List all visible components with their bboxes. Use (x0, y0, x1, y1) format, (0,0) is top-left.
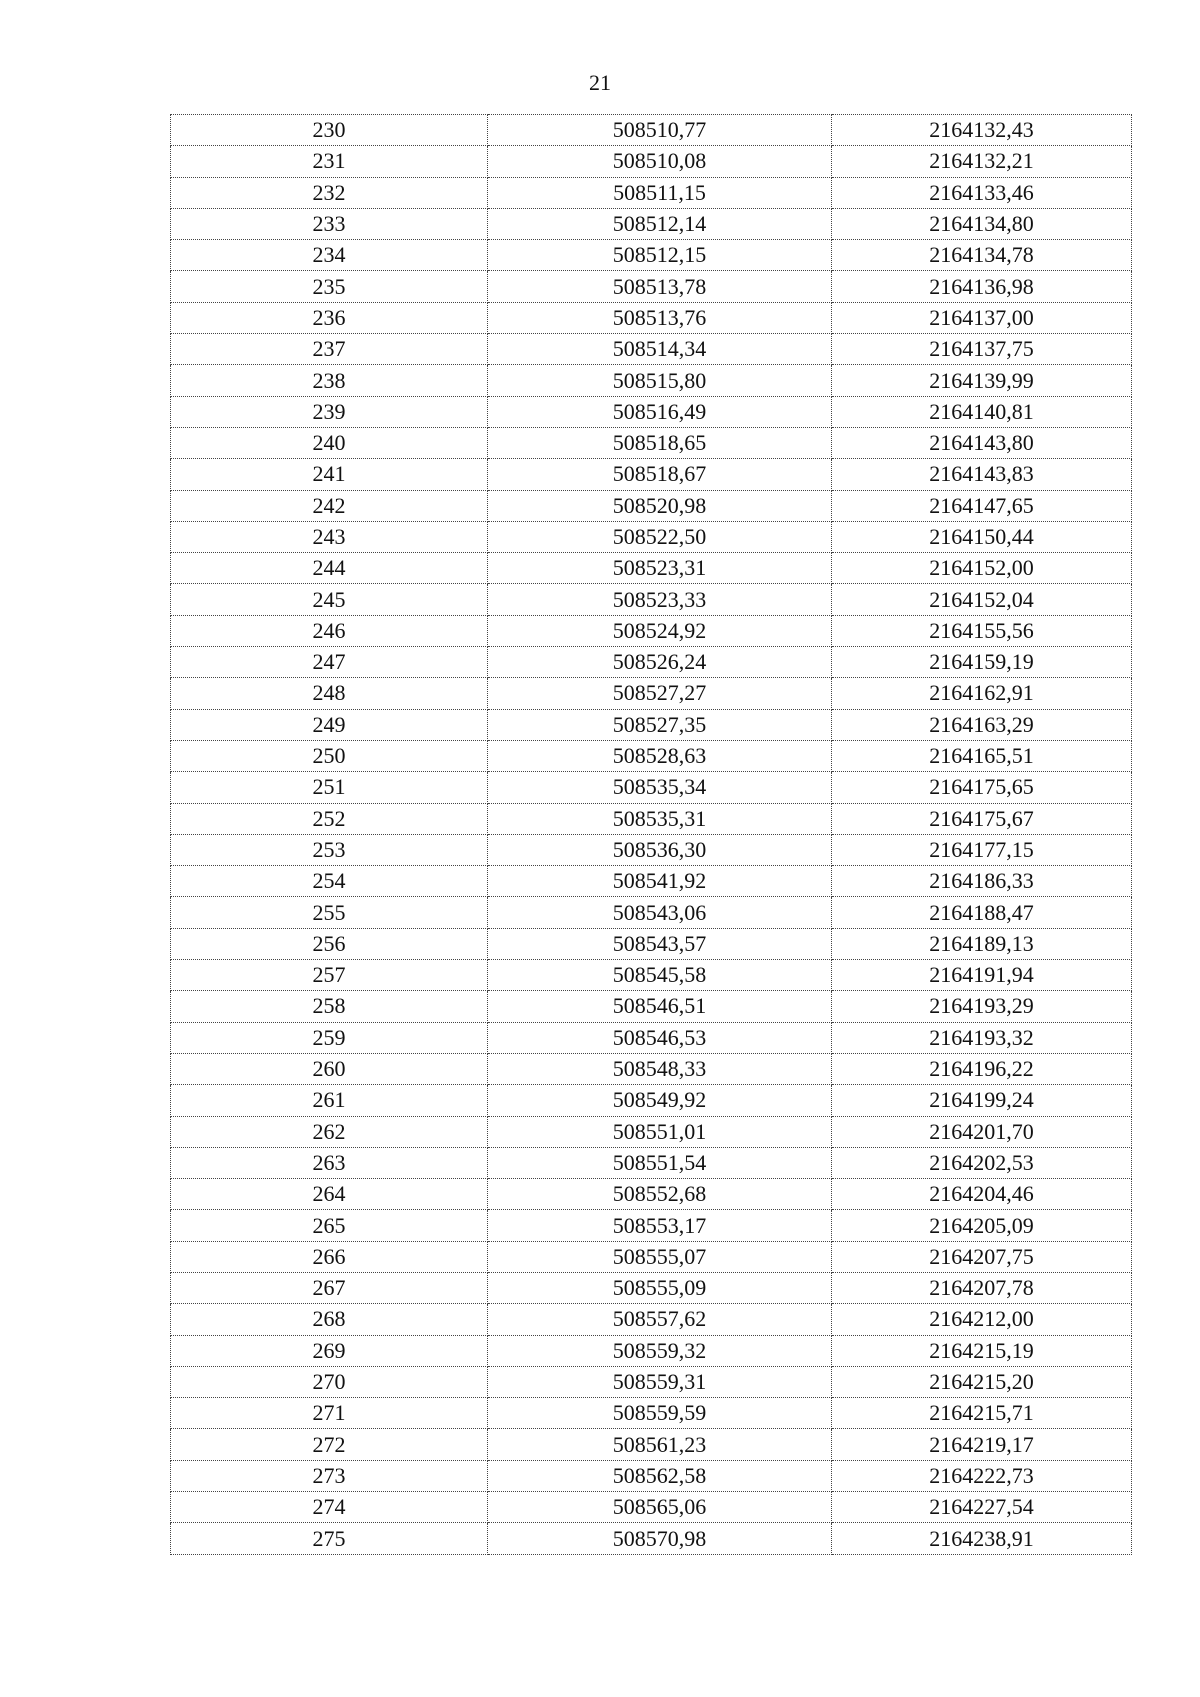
y-coordinate-cell: 2164191,94 (832, 960, 1132, 991)
point-number-cell: 255 (171, 897, 488, 928)
point-number-cell: 275 (171, 1523, 488, 1554)
x-coordinate-cell: 508512,14 (488, 208, 832, 239)
x-coordinate-cell: 508543,06 (488, 897, 832, 928)
y-coordinate-cell: 2164207,75 (832, 1241, 1132, 1272)
page-number: 21 (589, 70, 611, 95)
point-number-cell: 266 (171, 1241, 488, 1272)
table-row (171, 1272, 1132, 1303)
x-coordinate-cell: 508552,68 (488, 1179, 832, 1210)
y-coordinate-cell: 2164150,44 (832, 521, 1132, 552)
table-row (171, 365, 1132, 396)
table-row (171, 459, 1132, 490)
y-coordinate-cell: 2164137,00 (832, 302, 1132, 333)
y-coordinate-cell: 2164204,46 (832, 1179, 1132, 1210)
y-coordinate-cell: 2164201,70 (832, 1116, 1132, 1147)
point-number-cell: 234 (171, 240, 488, 271)
y-coordinate-cell: 2164215,19 (832, 1335, 1132, 1366)
point-number-cell: 244 (171, 553, 488, 584)
point-number-cell: 272 (171, 1429, 488, 1460)
table-row (171, 1460, 1132, 1491)
y-coordinate-cell: 2164134,80 (832, 208, 1132, 239)
x-coordinate-cell: 508546,51 (488, 991, 832, 1022)
y-coordinate-cell: 2164152,00 (832, 553, 1132, 584)
table-row (171, 553, 1132, 584)
x-coordinate-cell: 508528,63 (488, 740, 832, 771)
table-row (171, 834, 1132, 865)
point-number-cell: 261 (171, 1085, 488, 1116)
y-coordinate-cell: 2164199,24 (832, 1085, 1132, 1116)
y-coordinate-cell: 2164163,29 (832, 709, 1132, 740)
x-coordinate-cell: 508511,15 (488, 177, 832, 208)
point-number-cell: 264 (171, 1179, 488, 1210)
y-coordinate-cell: 2164133,46 (832, 177, 1132, 208)
point-number-cell: 241 (171, 459, 488, 490)
x-coordinate-cell: 508543,57 (488, 928, 832, 959)
point-number-cell: 251 (171, 772, 488, 803)
point-number-cell: 238 (171, 365, 488, 396)
y-coordinate-cell: 2164162,91 (832, 678, 1132, 709)
y-coordinate-cell: 2164132,43 (832, 115, 1132, 146)
table-row (171, 1085, 1132, 1116)
y-coordinate-cell: 2164175,67 (832, 803, 1132, 834)
x-coordinate-cell: 508523,33 (488, 584, 832, 615)
table-row (171, 521, 1132, 552)
x-coordinate-cell: 508555,07 (488, 1241, 832, 1272)
point-number-cell: 263 (171, 1147, 488, 1178)
table-row (171, 1116, 1132, 1147)
point-number-cell: 233 (171, 208, 488, 239)
point-number-cell: 237 (171, 334, 488, 365)
point-number-cell: 240 (171, 427, 488, 458)
y-coordinate-cell: 2164177,15 (832, 834, 1132, 865)
point-number-cell: 269 (171, 1335, 488, 1366)
y-coordinate-cell: 2164196,22 (832, 1053, 1132, 1084)
x-coordinate-cell: 508541,92 (488, 866, 832, 897)
coordinates-table (170, 114, 1132, 1555)
table-row (171, 647, 1132, 678)
table-row (171, 803, 1132, 834)
y-coordinate-cell: 2164165,51 (832, 740, 1132, 771)
point-number-cell: 254 (171, 866, 488, 897)
table-row (171, 1429, 1132, 1460)
x-coordinate-cell: 508516,49 (488, 396, 832, 427)
x-coordinate-cell: 508551,54 (488, 1147, 832, 1178)
point-number-cell: 247 (171, 647, 488, 678)
table-row (171, 177, 1132, 208)
table-row (171, 960, 1132, 991)
x-coordinate-cell: 508545,58 (488, 960, 832, 991)
table-row (171, 146, 1132, 177)
point-number-cell: 242 (171, 490, 488, 521)
table-row (171, 615, 1132, 646)
y-coordinate-cell: 2164205,09 (832, 1210, 1132, 1241)
table-row (171, 1492, 1132, 1523)
y-coordinate-cell: 2164202,53 (832, 1147, 1132, 1178)
x-coordinate-cell: 508514,34 (488, 334, 832, 365)
point-number-cell: 232 (171, 177, 488, 208)
x-coordinate-cell: 508559,59 (488, 1398, 832, 1429)
table-row (171, 1241, 1132, 1272)
y-coordinate-cell: 2164186,33 (832, 866, 1132, 897)
x-coordinate-cell: 508548,33 (488, 1053, 832, 1084)
coordinates-table-body (171, 115, 1132, 1555)
table-row (171, 1179, 1132, 1210)
table-row (171, 928, 1132, 959)
point-number-cell: 259 (171, 1022, 488, 1053)
y-coordinate-cell: 2164152,04 (832, 584, 1132, 615)
point-number-cell: 243 (171, 521, 488, 552)
table-row (171, 427, 1132, 458)
point-number-cell: 260 (171, 1053, 488, 1084)
point-number-cell: 236 (171, 302, 488, 333)
point-number-cell: 273 (171, 1460, 488, 1491)
y-coordinate-cell: 2164238,91 (832, 1523, 1132, 1554)
table-row (171, 271, 1132, 302)
x-coordinate-cell: 508561,23 (488, 1429, 832, 1460)
point-number-cell: 231 (171, 146, 488, 177)
point-number-cell: 270 (171, 1366, 488, 1397)
x-coordinate-cell: 508515,80 (488, 365, 832, 396)
point-number-cell: 265 (171, 1210, 488, 1241)
table-row (171, 1398, 1132, 1429)
x-coordinate-cell: 508555,09 (488, 1272, 832, 1303)
y-coordinate-cell: 2164137,75 (832, 334, 1132, 365)
table-row (171, 1304, 1132, 1335)
table-row (171, 396, 1132, 427)
point-number-cell: 230 (171, 115, 488, 146)
table-row (171, 1210, 1132, 1241)
table-row (171, 208, 1132, 239)
table-row (171, 334, 1132, 365)
point-number-cell: 268 (171, 1304, 488, 1335)
x-coordinate-cell: 508562,58 (488, 1460, 832, 1491)
y-coordinate-cell: 2164134,78 (832, 240, 1132, 271)
y-coordinate-cell: 2164189,13 (832, 928, 1132, 959)
point-number-cell: 257 (171, 960, 488, 991)
point-number-cell: 239 (171, 396, 488, 427)
point-number-cell: 262 (171, 1116, 488, 1147)
x-coordinate-cell: 508535,31 (488, 803, 832, 834)
point-number-cell: 245 (171, 584, 488, 615)
table-row (171, 1366, 1132, 1397)
table-row (171, 115, 1132, 146)
x-coordinate-cell: 508518,65 (488, 427, 832, 458)
y-coordinate-cell: 2164143,80 (832, 427, 1132, 458)
point-number-cell: 250 (171, 740, 488, 771)
point-number-cell: 267 (171, 1272, 488, 1303)
x-coordinate-cell: 508513,76 (488, 302, 832, 333)
y-coordinate-cell: 2164215,71 (832, 1398, 1132, 1429)
y-coordinate-cell: 2164222,73 (832, 1460, 1132, 1491)
x-coordinate-cell: 508553,17 (488, 1210, 832, 1241)
x-coordinate-cell: 508546,53 (488, 1022, 832, 1053)
x-coordinate-cell: 508536,30 (488, 834, 832, 865)
y-coordinate-cell: 2164219,17 (832, 1429, 1132, 1460)
x-coordinate-cell: 508523,31 (488, 553, 832, 584)
x-coordinate-cell: 508524,92 (488, 615, 832, 646)
table-row (171, 866, 1132, 897)
point-number-cell: 274 (171, 1492, 488, 1523)
x-coordinate-cell: 508527,35 (488, 709, 832, 740)
x-coordinate-cell: 508526,24 (488, 647, 832, 678)
table-row (171, 584, 1132, 615)
table-row (171, 1147, 1132, 1178)
x-coordinate-cell: 508527,27 (488, 678, 832, 709)
x-coordinate-cell: 508513,78 (488, 271, 832, 302)
table-row (171, 1335, 1132, 1366)
x-coordinate-cell: 508535,34 (488, 772, 832, 803)
point-number-cell: 258 (171, 991, 488, 1022)
x-coordinate-cell: 508549,92 (488, 1085, 832, 1116)
y-coordinate-cell: 2164139,99 (832, 365, 1132, 396)
point-number-cell: 253 (171, 834, 488, 865)
y-coordinate-cell: 2164147,65 (832, 490, 1132, 521)
y-coordinate-cell: 2164132,21 (832, 146, 1132, 177)
x-coordinate-cell: 508570,98 (488, 1523, 832, 1554)
y-coordinate-cell: 2164207,78 (832, 1272, 1132, 1303)
y-coordinate-cell: 2164159,19 (832, 647, 1132, 678)
point-number-cell: 249 (171, 709, 488, 740)
table-row (171, 897, 1132, 928)
y-coordinate-cell: 2164215,20 (832, 1366, 1132, 1397)
y-coordinate-cell: 2164193,32 (832, 1022, 1132, 1053)
y-coordinate-cell: 2164188,47 (832, 897, 1132, 928)
table-row (171, 772, 1132, 803)
x-coordinate-cell: 508510,77 (488, 115, 832, 146)
x-coordinate-cell: 508559,32 (488, 1335, 832, 1366)
x-coordinate-cell: 508551,01 (488, 1116, 832, 1147)
point-number-cell: 256 (171, 928, 488, 959)
table-row (171, 678, 1132, 709)
table-row (171, 1053, 1132, 1084)
table-row (171, 240, 1132, 271)
x-coordinate-cell: 508559,31 (488, 1366, 832, 1397)
table-row (171, 1022, 1132, 1053)
y-coordinate-cell: 2164212,00 (832, 1304, 1132, 1335)
x-coordinate-cell: 508520,98 (488, 490, 832, 521)
x-coordinate-cell: 508565,06 (488, 1492, 832, 1523)
y-coordinate-cell: 2164155,56 (832, 615, 1132, 646)
y-coordinate-cell: 2164136,98 (832, 271, 1132, 302)
x-coordinate-cell: 508512,15 (488, 240, 832, 271)
table-row (171, 1523, 1132, 1554)
x-coordinate-cell: 508518,67 (488, 459, 832, 490)
table-row (171, 740, 1132, 771)
y-coordinate-cell: 2164193,29 (832, 991, 1132, 1022)
point-number-cell: 271 (171, 1398, 488, 1429)
table-row (171, 991, 1132, 1022)
y-coordinate-cell: 2164227,54 (832, 1492, 1132, 1523)
y-coordinate-cell: 2164175,65 (832, 772, 1132, 803)
point-number-cell: 246 (171, 615, 488, 646)
table-row (171, 490, 1132, 521)
table-row (171, 302, 1132, 333)
table-row (171, 709, 1132, 740)
y-coordinate-cell: 2164143,83 (832, 459, 1132, 490)
x-coordinate-cell: 508522,50 (488, 521, 832, 552)
x-coordinate-cell: 508510,08 (488, 146, 832, 177)
point-number-cell: 235 (171, 271, 488, 302)
y-coordinate-cell: 2164140,81 (832, 396, 1132, 427)
point-number-cell: 248 (171, 678, 488, 709)
x-coordinate-cell: 508557,62 (488, 1304, 832, 1335)
point-number-cell: 252 (171, 803, 488, 834)
